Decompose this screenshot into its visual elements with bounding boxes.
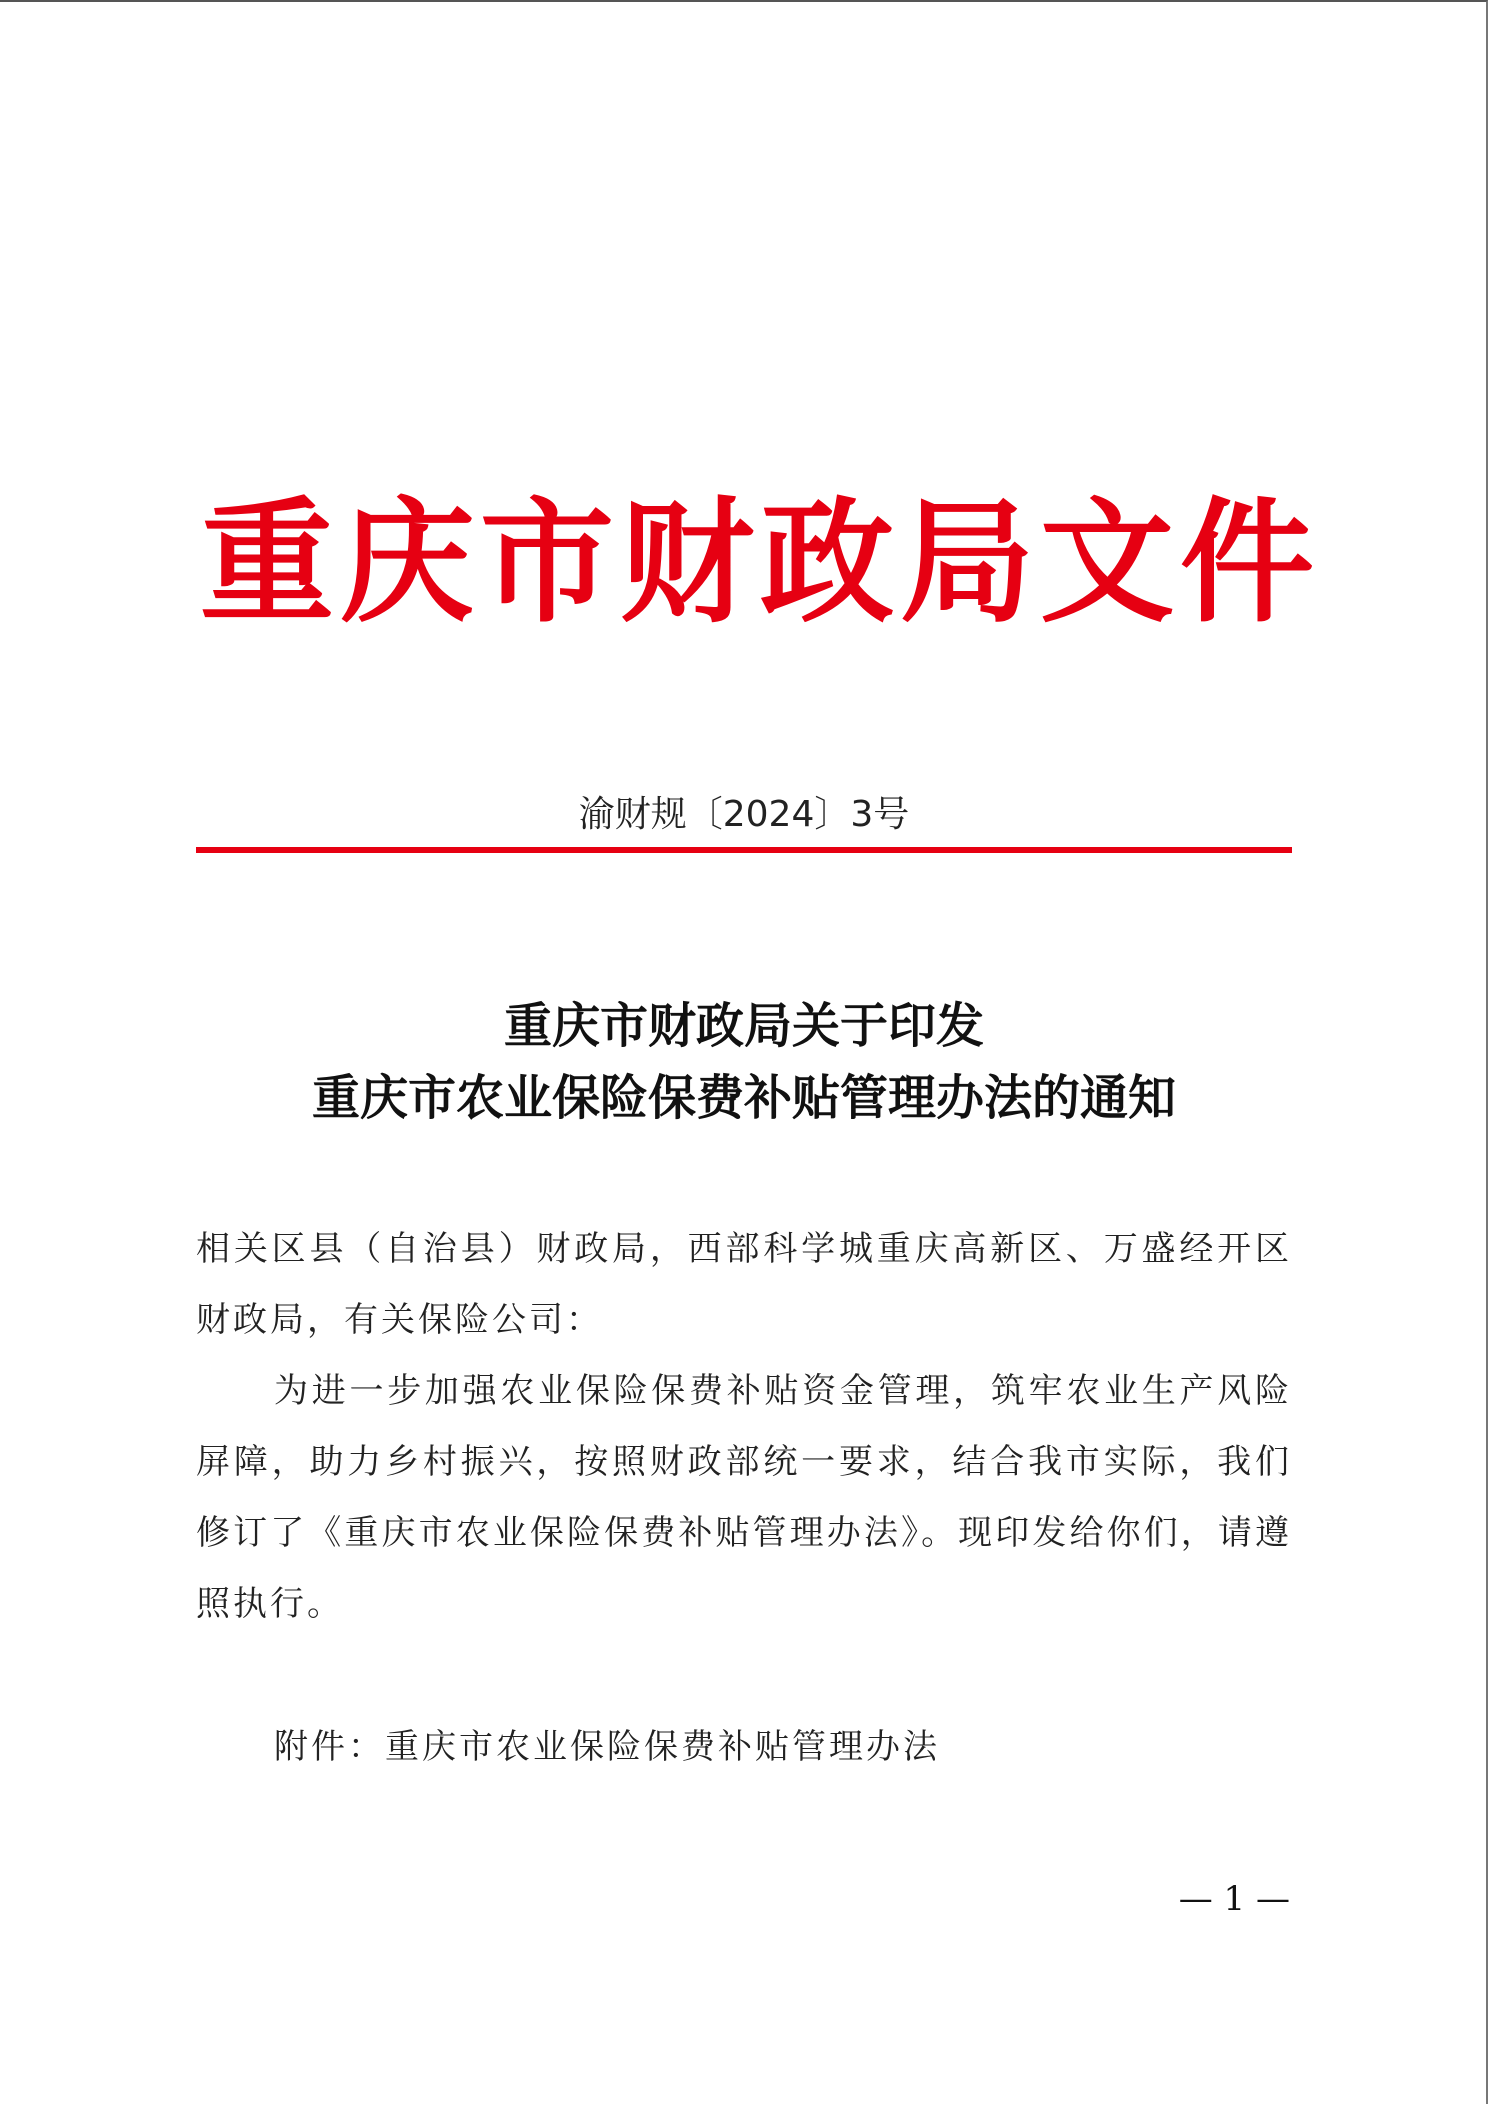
document-number: 渝财规〔2024〕3号 — [578, 794, 910, 835]
document-title-line-2: 重庆市农业保险保费补贴管理办法的通知 — [311, 1070, 1176, 1126]
masthead-title: 重庆市财政局文件 — [200, 483, 1321, 641]
page-number: — 1 — — [1178, 1879, 1290, 1919]
salutation: 相关区县（自治县）财政局，西部科学城重庆高新区、万盛经开区财政局，有关保险公司： — [196, 1229, 1292, 1340]
document-title-line-1: 重庆市财政局关于印发 — [503, 998, 984, 1054]
body-paragraph: 为进一步加强农业保险保费补贴资金管理，筑牢农业生产风险屏障，助力乡村振兴，按照财政部统一要求，结合我市实际，我们修订了《重庆市农业保险保费补贴管理办法》。现印发给你们，请遵照执行。 — [196, 1371, 1292, 1624]
document-title — [196, 990, 1292, 1134]
attachment-line: 附件：重庆市农业保险保费补贴管理办法 — [274, 1727, 940, 1767]
red-divider-line — [196, 847, 1292, 853]
document-body — [196, 1214, 1292, 1640]
